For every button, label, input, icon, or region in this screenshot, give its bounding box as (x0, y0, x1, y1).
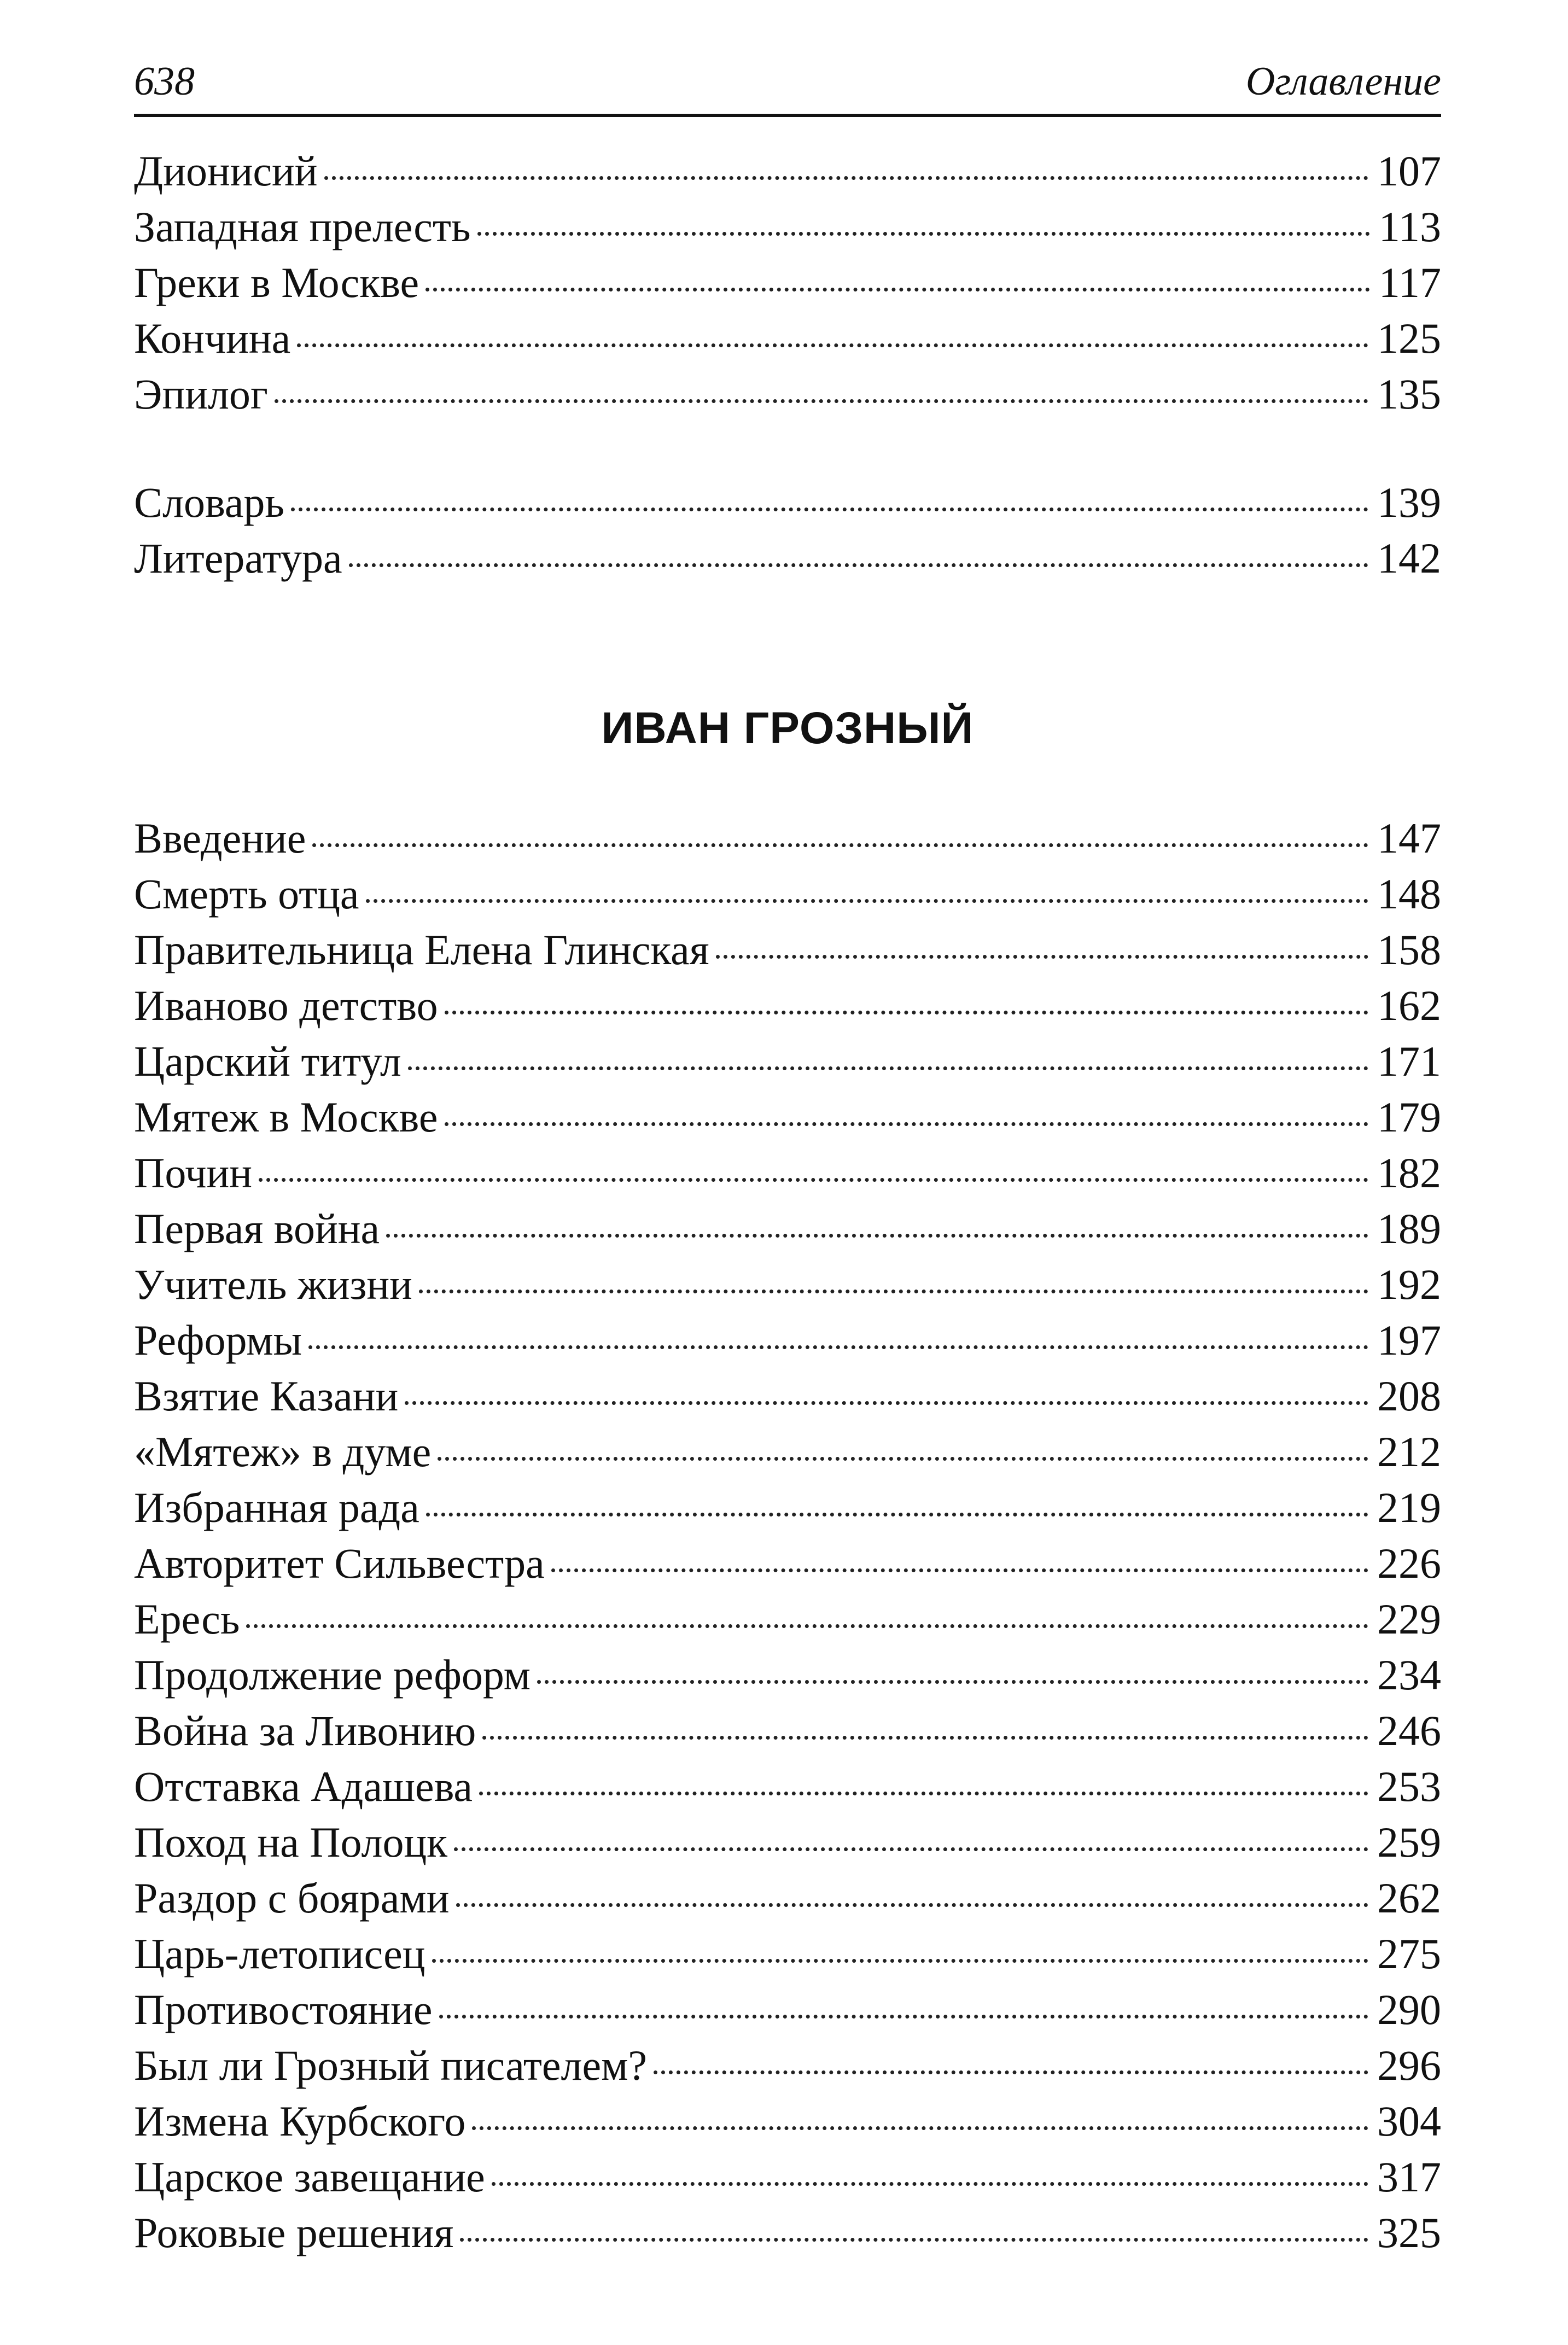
toc-entry-page-number: 189 (1377, 1205, 1441, 1252)
dot-leader (426, 1513, 1368, 1516)
toc-entry-page-number: 158 (1377, 926, 1441, 973)
toc-entry-title: Измена Курбского (134, 2097, 466, 2145)
toc-entry-title: Был ли Грозный писателем? (134, 2041, 648, 2089)
toc-entry-title: Введение (134, 814, 306, 862)
toc-entry (134, 810, 1441, 866)
toc-entry-page-number: 253 (1377, 1763, 1441, 1810)
toc-entry (134, 530, 1441, 586)
toc-entry (134, 1703, 1441, 1759)
toc-entry-title: Реформы (134, 1316, 302, 1364)
toc-entry-page-number: 171 (1377, 1037, 1441, 1085)
toc-entry-page-number: 208 (1377, 1372, 1441, 1420)
toc-entry-page-number: 148 (1377, 870, 1441, 918)
dot-leader (716, 955, 1368, 959)
toc-entry-title: Словарь (134, 479, 284, 526)
toc-entry-title: Продолжение реформ (134, 1651, 531, 1699)
toc-entry (134, 255, 1441, 311)
dot-leader (456, 1903, 1368, 1907)
toc-list-top (134, 143, 1441, 422)
dot-leader (291, 508, 1368, 511)
dot-leader (479, 1792, 1368, 1795)
toc-entry-title: Царь-летописец (134, 1930, 425, 1978)
dot-leader (551, 1568, 1368, 1572)
dot-leader (537, 1680, 1368, 1684)
toc-entry (134, 1870, 1441, 1926)
toc-entry-page-number: 147 (1377, 814, 1441, 862)
toc-entry-page-number: 296 (1377, 2041, 1441, 2089)
dot-leader (324, 176, 1368, 180)
toc-entry-title: Почин (134, 1149, 253, 1197)
toc-entry (134, 1536, 1441, 1591)
dot-leader (425, 288, 1370, 291)
section-heading: ИВАН ГРОЗНЫЙ (601, 703, 974, 753)
toc-entry (134, 366, 1441, 422)
toc-entry-page-number: 139 (1377, 479, 1441, 526)
toc-entry-title: Ересь (134, 1595, 240, 1643)
toc-entry-page-number: 142 (1377, 534, 1441, 582)
toc-entry (134, 1034, 1441, 1089)
dot-leader (460, 2238, 1368, 2242)
page-header (134, 54, 1441, 117)
toc-entry-page-number: 135 (1377, 370, 1441, 418)
toc-entry (134, 1982, 1441, 2038)
dot-leader (472, 2126, 1368, 2130)
toc-entry-title: «Мятеж» в думе (134, 1428, 432, 1475)
dot-leader (477, 232, 1370, 236)
toc-entry (134, 2149, 1441, 2205)
toc-entry-page-number: 182 (1377, 1149, 1441, 1197)
toc-entry-page-number: 259 (1377, 1818, 1441, 1866)
toc-entry-title: Мятеж в Москве (134, 1093, 438, 1141)
dot-leader (445, 1011, 1368, 1014)
toc-entry (134, 1759, 1441, 1815)
dot-leader (482, 1736, 1368, 1740)
toc-entry-title: Авторитет Сильвестра (134, 1539, 545, 1587)
toc-entry (134, 1424, 1441, 1480)
toc-entry-title: Война за Ливонию (134, 1707, 476, 1754)
dot-leader (297, 343, 1368, 347)
toc-entry (134, 1647, 1441, 1703)
toc-entry (134, 1145, 1441, 1201)
toc-list-appendix (134, 475, 1441, 586)
dot-leader (246, 1624, 1368, 1628)
dot-leader (419, 1290, 1368, 1293)
toc-entry-title: Правительница Елена Глинская (134, 926, 709, 973)
toc-entry-title: Поход на Полоцк (134, 1818, 448, 1866)
dot-leader (405, 1401, 1368, 1405)
dot-leader (349, 563, 1368, 567)
toc-entry-page-number: 275 (1377, 1930, 1441, 1978)
dot-leader (445, 1122, 1368, 1126)
toc-entry-page-number: 229 (1377, 1595, 1441, 1643)
toc-entry-page-number: 117 (1378, 259, 1441, 306)
toc-entry-title: Взятие Казани (134, 1372, 399, 1420)
toc-entry-title: Отставка Адашева (134, 1763, 473, 1810)
toc-entry-page-number: 179 (1377, 1093, 1441, 1141)
toc-entry-page-number: 212 (1377, 1428, 1441, 1475)
toc-entry (134, 1201, 1441, 1257)
running-title: Оглавление (1245, 59, 1441, 104)
dot-leader (454, 1847, 1368, 1851)
toc-entry (134, 1089, 1441, 1145)
dot-leader (275, 399, 1368, 403)
toc-entry (134, 199, 1441, 255)
toc-list-ivan (134, 810, 1441, 2261)
toc-entry (134, 1591, 1441, 1647)
toc-entry-page-number: 107 (1377, 147, 1441, 195)
toc-entry-title: Кончина (134, 314, 291, 362)
page-number: 638 (134, 59, 195, 104)
toc-entry-title: Противостояние (134, 1986, 433, 2033)
toc-entry-page-number: 325 (1377, 2209, 1441, 2256)
dot-leader (439, 2015, 1368, 2019)
toc-entry-title: Западная прелесть (134, 203, 471, 250)
toc-entry-title: Дионисий (134, 147, 318, 195)
dot-leader (408, 1066, 1368, 1070)
dot-leader (259, 1178, 1368, 1182)
dot-leader (308, 1345, 1368, 1349)
toc-entry (134, 922, 1441, 978)
toc-entry-page-number: 192 (1377, 1261, 1441, 1308)
toc-entry-page-number: 304 (1377, 2097, 1441, 2145)
toc-entry (134, 866, 1441, 922)
toc-entry-page-number: 234 (1377, 1651, 1441, 1699)
dot-leader (386, 1234, 1368, 1238)
toc-entry-title: Учитель жизни (134, 1261, 412, 1308)
toc-entry-title: Иваново детство (134, 982, 438, 1029)
toc-entry-page-number: 262 (1377, 1874, 1441, 1922)
toc-entry (134, 1368, 1441, 1424)
toc-entry (134, 1480, 1441, 1536)
toc-entry (134, 1815, 1441, 1870)
toc-entry (134, 1312, 1441, 1368)
toc-entry-page-number: 219 (1377, 1484, 1441, 1531)
toc-entry (134, 2205, 1441, 2261)
toc-entry (134, 978, 1441, 1034)
toc-entry-title: Избранная рада (134, 1484, 419, 1531)
toc-entry-page-number: 197 (1377, 1316, 1441, 1364)
dot-leader (312, 843, 1368, 847)
toc-entry-title: Греки в Москве (134, 259, 419, 306)
dot-leader (654, 2070, 1368, 2074)
toc-entry-title: Первая война (134, 1205, 380, 1252)
toc-entry (134, 1926, 1441, 1982)
toc-entry (134, 2093, 1441, 2149)
dot-leader (366, 899, 1368, 903)
toc-entry-page-number: 290 (1377, 1986, 1441, 2033)
toc-entry-page-number: 246 (1377, 1707, 1441, 1754)
toc-entry-title: Смерть отца (134, 870, 359, 918)
toc-entry (134, 2038, 1441, 2093)
toc-entry-title: Царское завещание (134, 2153, 485, 2201)
toc-entry-page-number: 125 (1377, 314, 1441, 362)
toc-entry (134, 1257, 1441, 1312)
toc-entry-page-number: 113 (1378, 203, 1441, 250)
toc-entry-title: Раздор с боярами (134, 1874, 450, 1922)
toc-entry-title: Эпилог (134, 370, 268, 418)
dot-leader (438, 1457, 1368, 1461)
dot-leader (492, 2182, 1368, 2186)
toc-entry-title: Царский титул (134, 1037, 401, 1085)
toc-entry-page-number: 162 (1377, 982, 1441, 1029)
dot-leader (432, 1959, 1368, 1963)
toc-entry-title: Роковые решения (134, 2209, 454, 2256)
toc-entry-page-number: 226 (1377, 1539, 1441, 1587)
toc-entry (134, 475, 1441, 530)
toc-entry-title: Литература (134, 534, 342, 582)
toc-entry (134, 311, 1441, 366)
book-page (134, 0, 1441, 2345)
toc-entry-page-number: 317 (1377, 2153, 1441, 2201)
toc-entry (134, 143, 1441, 199)
